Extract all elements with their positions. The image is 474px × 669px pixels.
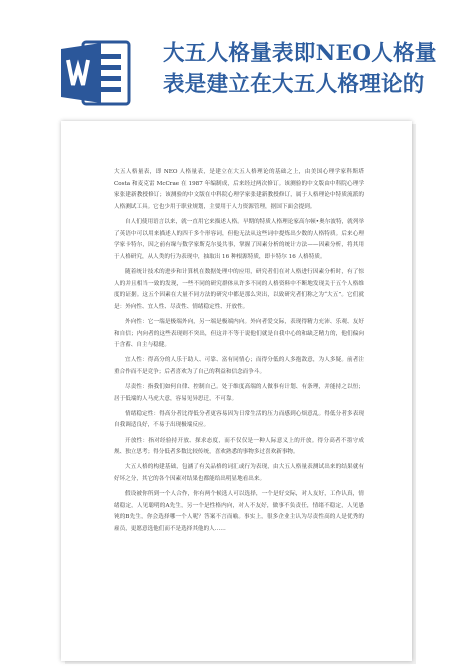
paragraph: 开放性：指对经验持开放、探求态度，而不仅仅是一种人际意义上的开放。得分高者不墨守成规、独立思考；得分低者多数比较传统，喜欢熟悉的事物多过喜欢新事物。 xyxy=(114,437,364,456)
title-line-2: 表是建立在大五人格理论的 xyxy=(163,72,425,97)
document-title xyxy=(163,38,463,100)
paragraph: 外向性：它一端是极端外向，另一端是极端内向。外向者爱交际，表现得精力充沛、乐观、友好和自信；内向者的这些表现则不突出，但这并不等于说他们就是自我中心的和缺乏精力的，他们偏向于含蓄、自主与稳健。 xyxy=(114,318,364,349)
document-body xyxy=(114,167,364,539)
paragraph: 尽责性：指我们如何自律、控制自己。处于维度高端的人做事有计划、有条理，并能持之以恒；居于低端的人马虎大意，容易见异思迁，不可靠。 xyxy=(114,384,364,402)
document-page xyxy=(61,121,412,661)
paragraph: 随着统计技术的进步和计算机在数据处理中的应用，研究者们在对人格进行因素分析时，有了惊人的并且相当一致的发现，一些不同的研究群体从许多不同的人格资料中不断地发现关于五个人格维度的证据。这五个因素在大量不同方法的研究中都是那么突出，以致研究者们称之为“大五”。它们就是：外向性、宜人性、尽责性、情绪稳定性、开放性。 xyxy=(114,268,364,310)
word-document-icon xyxy=(61,40,131,106)
paragraph: 大五人格量表，即 NEO 人格量表，是建立在大五人格理论的基础之上，由美国心理学家科斯塔 Costa 和麦克雷 McCrae 在 1987 年编制成，后来经过两次修订。该测验的中文版由中科院心理学家张建新教授修订；该测验的中文版在中科院心理学家张建新教授修订，属于人格理论中特质流派的人格测试工具。它也少用于职业规划，主要用于人力资源管理，据国下面会提到。 xyxy=(114,169,364,210)
paragraph: 情绪稳定性：得高分者比得低分者更容易因为日常生活的压力而感到心烦意乱。得低分者多表现自我调适良好，不易于出现极端反应。 xyxy=(114,410,364,429)
paragraph: 宜人性：得高分的人乐于助人、可靠、富有同情心；而得分低的人多抱敌意，为人多疑。前者注重合作而不是竞争；后者喜欢为了自己的利益和信念而争斗。 xyxy=(114,357,364,375)
paragraph: 大五人格的构建基础，包涵了有关品格的词汇或行为表现，由大五人格量表测试出来的结果就有好坏之分，其它的各个因素对结果也都能给出明显地看出来。 xyxy=(114,464,364,482)
paragraph: 假设被你所到一个人合作，你有两个候选人可以选择，一个是好交际，对人友好，工作认真，情绪稳定，人见聪明的A先生，另一个是性格内向，对人不友好，做事不负责任，情绪不稳定，人见愚钝的B先生，你会选择哪一个人呢？答案不言而喻。事实上，很多企业主认为尽责性高的人是优秀的雇员，更愿意选他们而不是选择其他的人…… xyxy=(114,491,364,532)
paragraph: 自人们使用语言以来，就一直用它来描述人格。早期的特质人格理论家高尔顿•奥尔波特，就列举了英语中可以用来描述人的四千多个形容词，但他无法从这些词中提炼出少数的人格特质。后来心理学家卡特尔，因之前有缘与数学家斯克尔曼共事，掌握了因素分析的统计方法——因素分析，将其用于人格研究，从人类的行为表现中，抽取出 16 种根源特质，即卡特尔 16 人格特质。 xyxy=(114,218,364,260)
title-line-1: 大五人格量表即NEO人格量 xyxy=(163,41,437,66)
